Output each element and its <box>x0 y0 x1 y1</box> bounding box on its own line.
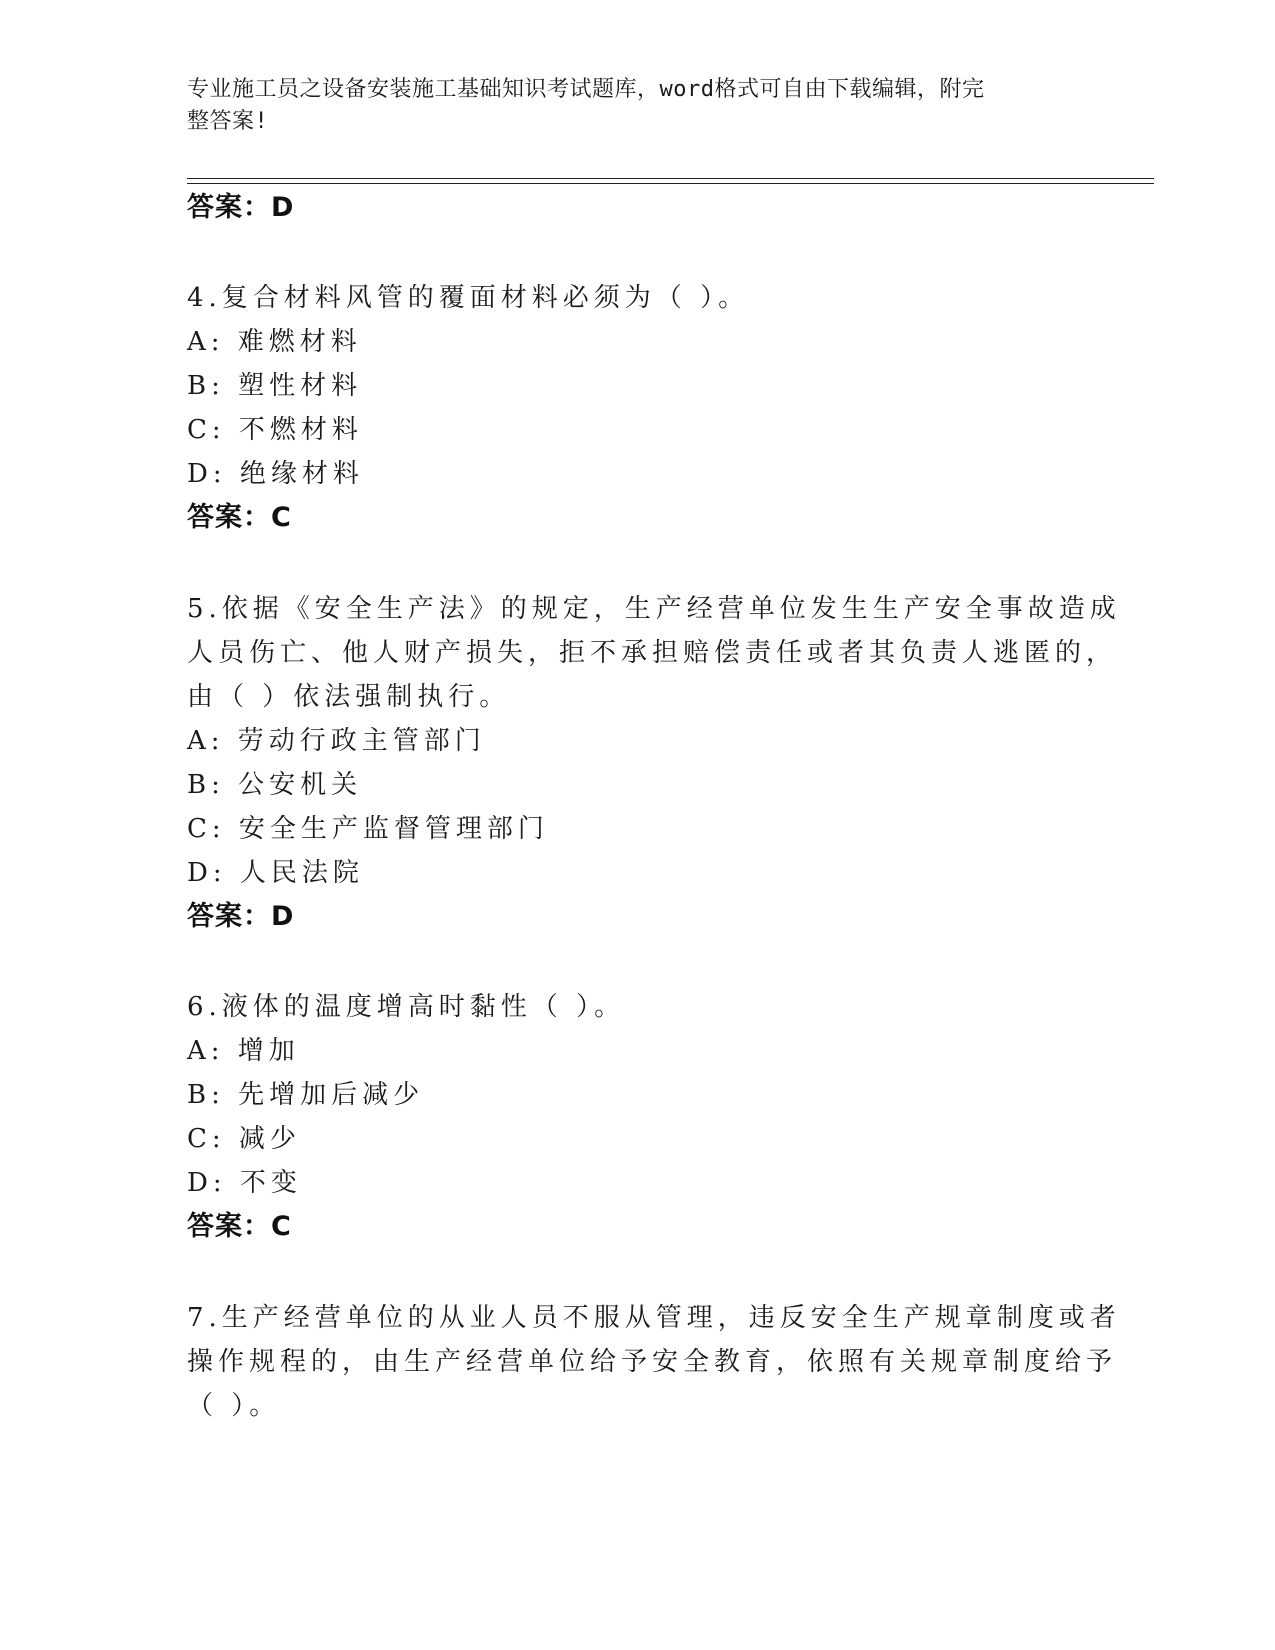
q5-answer: 答案：D <box>187 901 295 932</box>
q6-option-b: B: 先增加后减少 <box>187 1080 425 1110</box>
q4-option-b: B: 塑性材料 <box>187 371 363 401</box>
document-header <box>187 74 1067 138</box>
q4-option-c: C: 不燃材料 <box>187 415 363 445</box>
header-line-2: 整答案! <box>187 109 269 134</box>
q5-option-c: C: 安全生产监督管理部门 <box>187 814 549 844</box>
q6-answer: 答案：C <box>187 1211 292 1242</box>
q4-option-a: A: 难燃材料 <box>187 327 362 357</box>
q4-answer: 答案：C <box>187 502 292 533</box>
q5-option-b: B: 公安机关 <box>187 770 363 800</box>
q5-stem-line-2: 人员伤亡、他人财产损失，拒不承担赔偿责任或者其负责人逃匿的， <box>187 638 1118 668</box>
header-rule-bottom <box>187 183 1154 184</box>
q5-option-a: A: 劳动行政主管部门 <box>187 726 486 756</box>
q5-option-d: D: 人民法院 <box>187 858 364 888</box>
q5-stem-line-1: 5.依据《安全生产法》的规定，生产经营单位发生生产安全事故造成 <box>187 594 1121 624</box>
header-rule-top <box>187 178 1154 179</box>
q6-stem: 6.液体的温度增高时黏性（ ）。 <box>187 992 626 1022</box>
q4-stem: 4.复合材料风管的覆面材料必须为（ ）。 <box>187 283 750 313</box>
q7-stem-line-2: 操作规程的，由生产经营单位给予安全教育，依照有关规章制度给予 <box>187 1347 1118 1377</box>
q7-stem-line-3: （ ）。 <box>187 1391 281 1421</box>
q6-option-d: D: 不变 <box>187 1168 302 1198</box>
q6-option-c: C: 减少 <box>187 1124 301 1154</box>
q4-option-d: D: 绝缘材料 <box>187 459 364 489</box>
header-line-1: 专业施工员之设备安装施工基础知识考试题库，word格式可自由下载编辑，附完 <box>187 77 985 102</box>
prev-answer: 答案：D <box>187 192 295 223</box>
q5-stem-line-3: 由（ ）依法强制执行。 <box>187 682 511 712</box>
q6-option-a: A: 增加 <box>187 1036 300 1066</box>
q7-stem-line-1: 7.生产经营单位的从业人员不服从管理，违反安全生产规章制度或者 <box>187 1303 1121 1333</box>
